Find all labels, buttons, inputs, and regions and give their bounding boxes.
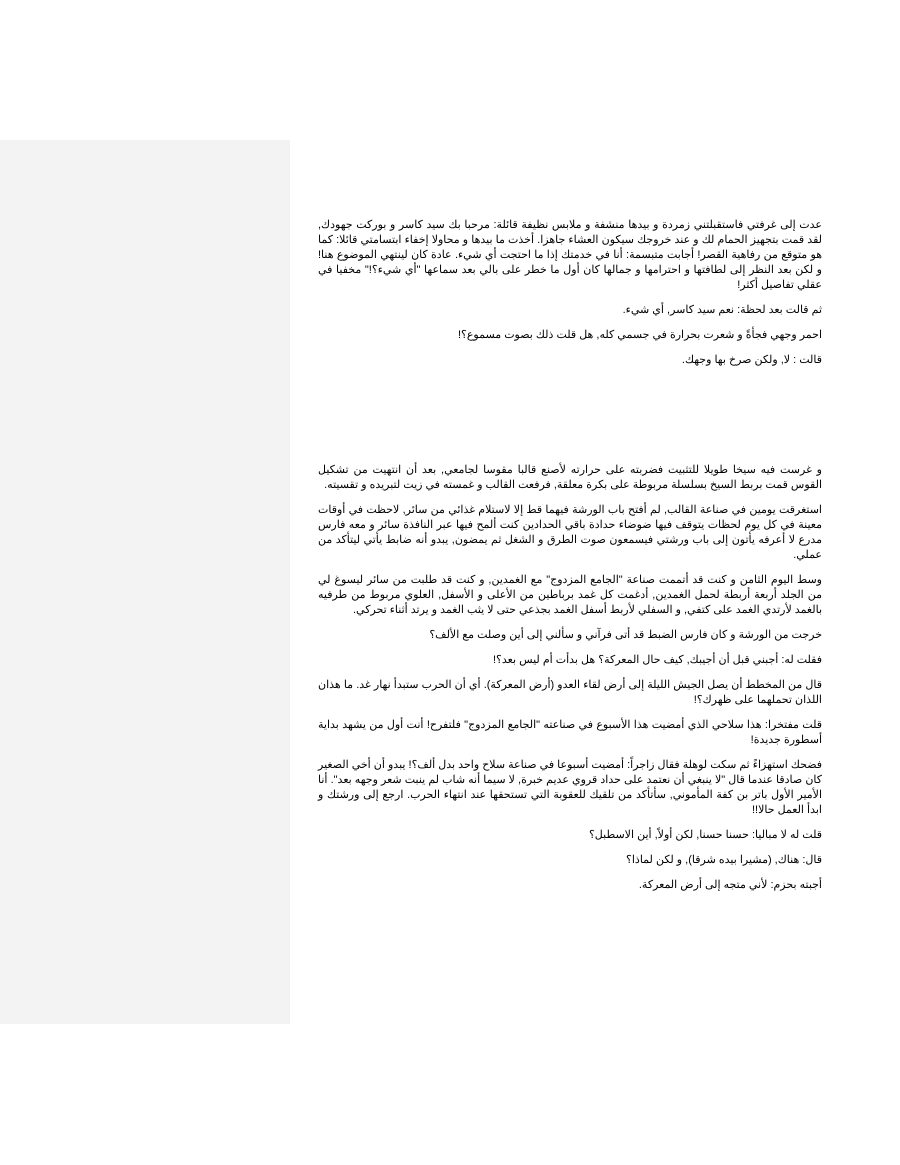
paragraph: قال: هناك, (مشيرا بيده شرقا), و لكن لماذا؟ — [626, 854, 822, 866]
paragraph: فضحك استهزاءً ثم سكت لوهلة فقال زاجراً: أمضيت أسبوعا في صناعة سلاح واحد بدل ألف؟! يبدو أن أخي الصغير كان صادقا عندما قال "لا ينبغي أن نعتمد على حداد قروي عديم خبرة, لا سيما أنه شاب لم ينبت شعر وجهه بعد". أنا الأمير الأول باتر بن كفة المأموني, سأتأكد من تلقيك للعقوبة التي تستحقها عند انتهاء الحرب. ارجع إلى ورشتك و ابدأ العمل حالا!! — [318, 759, 822, 816]
paragraph: قالت : لا, ولكن صرخ بها وجهك. — [681, 354, 822, 366]
paragraph: احمر وجهي فجأةً و شعرت بحرارة في جسمي كله, هل قلت ذلك بصوت مسموع؟! — [457, 329, 822, 341]
text-section-one — [318, 218, 822, 378]
paragraph: عدت إلى غرفتي فاستقبلتني زمردة و بيدها منشفة و ملابس نظيفة قائلة: مرحبا بك سيد كاسر و بوركت جهودك, لقد قمت بتجهيز الحمام لك و عند خروجك سيكون العشاء جاهزا. أخذت ما بيدها و محاولا إخفاء ابتسامتي قائلا: كما هو متوقع من رفاهية القصر! أجابت متبسمة: أنا في خدمتك إذا ما احتجت أي شيء. عادة كان لينتهي الموضوع هنا! و لكن بعد النظر إلى لطافتها و احترامها و جمالها كان أول ما خطر على بالي بعد سماعها "أي شيء؟!" مخفيا في عقلي تفاصيل أكثر! — [318, 219, 822, 291]
paragraph: استغرقت يومين في صناعة القالب, لم أفتح باب الورشة فيهما قط إلا لاستلام غذائي من سائر, لاحظت في أوقات معينة في كل يوم لحظات يتوقف فيها ضوضاء حدادة باقي الحدادين كنت ألمح فيها عبر النافذة سائر و معه فارس مدرع لا أعرفه يأتون إلى باب ورشتي فيسمعون صوت الطرق و الشغل ثم يمضون, يبدو أنه ضابط يأتي ليتأكد من عملي. — [318, 504, 822, 561]
text-section-two — [318, 463, 822, 903]
paragraph: فقلت له: أجبني قبل أن أجيبك, كيف حال المعركة؟ هل بدأت أم ليس بعد؟! — [492, 654, 822, 666]
paragraph: وسط اليوم الثامن و كنت قد أتممت صناعة "الجامع المزدوج" مع الغمدين, و كنت قد طلبت من سائر ليسوغ لي من الجلد أربعة أربطة لحمل الغمدين, أدغمت كل غمد برباطين من الأعلى و الأسفل, العلوي مربوط من طرفيه بالغمد لأرتدي الغمد على كتفي, و السفلي لأربط أسفل الغمد بجذعي حتى لا يثب الغمد و يرتد أثناء تحركي. — [318, 574, 822, 616]
paragraph: قلت له لا مباليا: حسنا حسنا, لكن أولاً, أين الاسطبل؟ — [588, 829, 822, 841]
paragraph: و غرست فيه سيخا طويلا للتثبيت فضربته على حرارته لأصنع قالبا مقوسا لجامعي, بعد أن انتهيت من تشكيل القوس قمت بربط السيخ بسلسلة مربوطة على بكرة معلقة, فرفعت القالب و غمسته في زيت لتبريده و تقسيته. — [318, 464, 822, 491]
paragraph: قلت مفتخرا: هذا سلاحي الذي أمضيت هذا الأسبوع في صناعته "الجامع المزدوج" فلتفرح! أنت أول من يشهد بداية أسطورة جديدة! — [318, 719, 822, 746]
side-panel — [0, 140, 290, 1024]
paragraph: ثم قالت بعد لحظة: نعم سيد كاسر, أي شيء. — [622, 304, 822, 316]
paragraph: خرجت من الورشة و كان فارس الضبط قد أتى فرآني و سألني إلى أين وصلت مع الألف؟ — [429, 629, 822, 641]
paragraph: أجبته بحزم: لأني متجه إلى أرض المعركة. — [638, 879, 822, 891]
paragraph: قال من المخطط أن يصل الجيش الليلة إلى أرض لقاء العدو (أرض المعركة). أي أن الحرب ستبدأ نهار غد. ما هذان اللذان تحملهما على ظهرك؟! — [318, 679, 822, 706]
